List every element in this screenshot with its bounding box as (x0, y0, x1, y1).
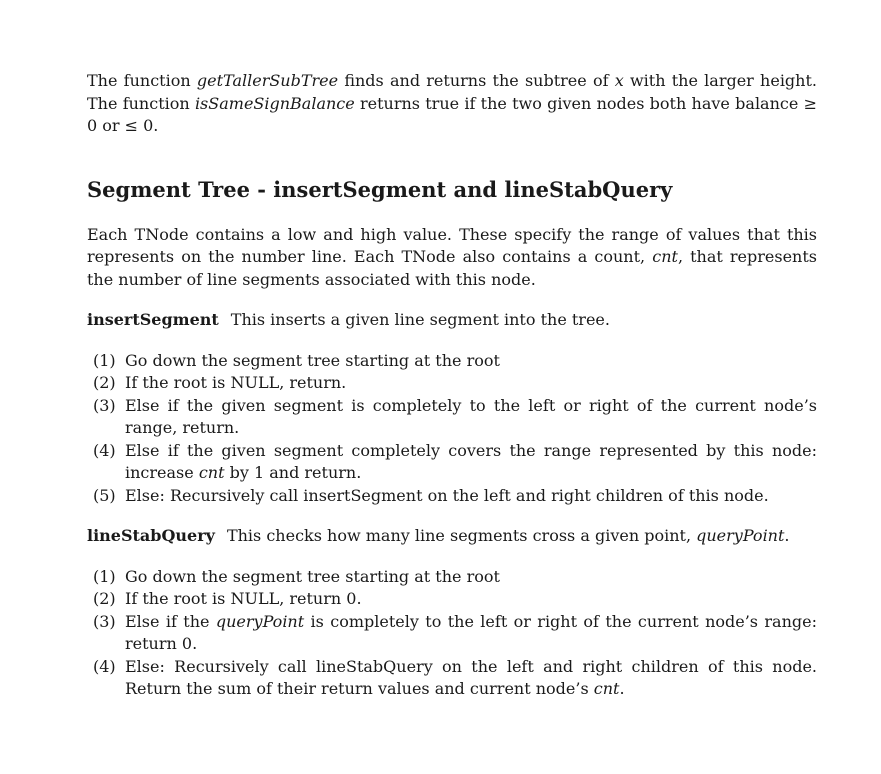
list-item: (4) Else if the given segment completely covers the range represented by this node: increase cnt by 1 and return. (93, 440, 817, 482)
list-item: (3) Else if the queryPoint is completely to the left or right of the current node’s range: return 0. (93, 611, 817, 653)
line-stab-query-term: lineStabQuery (87, 526, 215, 545)
intro-paragraph: The function getTallerSubTree finds and returns the subtree of x with the larger height. The function isSameSignBalance returns true if the two given nodes both have balance ≥ 0 or ≤ 0. (87, 71, 817, 135)
fn-get-taller-subtree: getTallerSubTree (196, 71, 339, 90)
insert-segment-term: insertSegment (87, 310, 219, 329)
line-stab-query-definition: lineStabQuery This checks how many line segments cross a given point, queryPoint. (87, 526, 790, 545)
tnode-paragraph: Each TNode contains a low and high value. These specify the range of values that this represents on the number line. Each TNode also contains a count, cnt, that represents the number of line segments associated with this node. (87, 224, 818, 289)
insert-segment-definition: insertSegment This inserts a given line segment into the tree. (87, 310, 610, 329)
list-item: (5) Else: Recursively call insertSegment on the left and right children of this node. (93, 485, 769, 505)
var-x: x (614, 71, 624, 90)
list-item: (1) Go down the segment tree starting at the root (93, 350, 500, 370)
line-stab-query-steps (87, 566, 817, 701)
fn-is-same-sign-balance: isSameSignBalance (194, 93, 355, 113)
section-heading: Segment Tree - insertSegment and lineStabQuery (87, 176, 673, 202)
list-item: (4) Else: Recursively call lineStabQuery on the left and right children of this node. Return the sum of their return values and current node’s cnt. (93, 656, 817, 698)
list-item: (3) Else if the given segment is completely to the left or right of the current node’s range, return. (93, 395, 817, 437)
insert-segment-steps (87, 350, 817, 508)
document-page (87, 70, 817, 719)
list-item: (2) If the root is NULL, return. (93, 373, 347, 392)
list-item: (2) If the root is NULL, return 0. (93, 589, 362, 608)
list-item: (1) Go down the segment tree starting at the root (93, 566, 500, 586)
